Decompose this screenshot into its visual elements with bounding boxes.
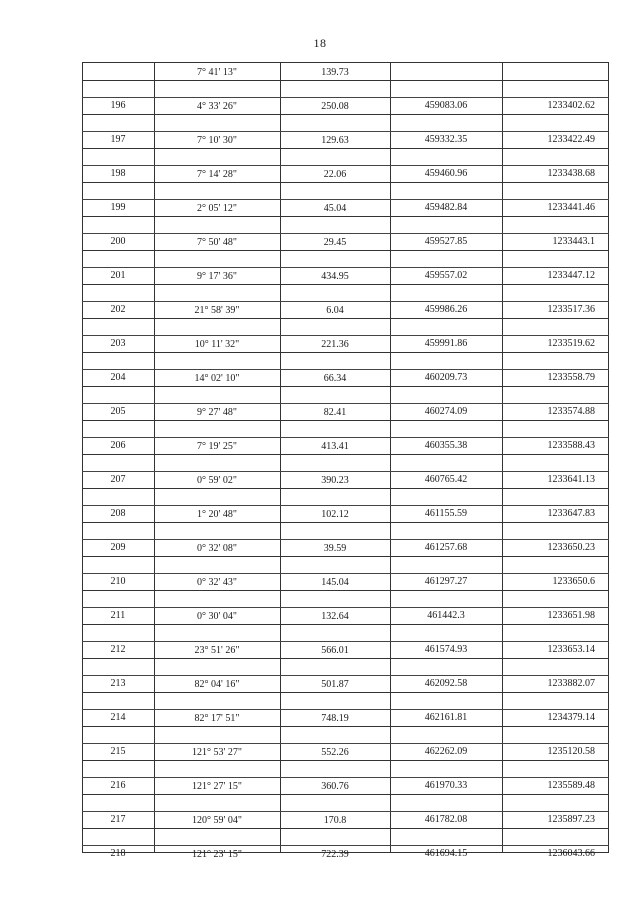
point-number-cell: 212 [110,644,126,655]
row-separator [82,828,609,829]
table-row [82,420,609,454]
row-half-separator [82,437,609,438]
easting-cell: 1235589.48 [547,780,595,791]
point-number-cell: 202 [110,304,126,315]
row-half-separator [82,165,609,166]
row-half-separator [82,403,609,404]
distance-cell: 434.95 [321,271,349,282]
distance-cell: 170.8 [323,815,347,826]
point-number-cell: 216 [110,780,126,791]
table-row [82,318,609,352]
northing-cell: 462262.09 [424,746,468,757]
distance-cell: 139.73 [321,67,349,78]
easting-cell: 1233443.1 [552,236,595,247]
northing-cell: 459482.84 [424,202,468,213]
row-half-separator [82,811,609,812]
table-row [82,692,609,726]
point-number-cell: 215 [110,746,126,757]
easting-cell: 1234379.14 [547,712,595,723]
easting-cell: 1233517.36 [547,304,595,315]
easting-cell: 1233588.43 [547,440,595,451]
bearing-cell: 7° 14' 28" [197,169,237,180]
table-row [82,522,609,556]
northing-cell: 460355.38 [424,440,468,451]
easting-cell: 1233574.88 [547,406,595,417]
northing-cell: 460274.09 [424,406,468,417]
bearing-cell: 4° 33' 26" [197,101,237,112]
row-half-separator [82,641,609,642]
northing-cell: 461442.3 [427,610,465,621]
easting-cell: 1233651.98 [547,610,595,621]
distance-cell: 748.19 [321,713,349,724]
row-half-separator [82,301,609,302]
point-number-cell: 214 [110,712,126,723]
northing-cell: 459991.86 [424,338,468,349]
easting-cell: 1233882.07 [547,678,595,689]
point-number-cell: 209 [110,542,126,553]
distance-cell: 132.64 [321,611,349,622]
table-row [82,726,609,760]
row-separator [82,522,609,523]
table-row [82,454,609,488]
bearing-cell: 10° 11' 32" [194,339,240,350]
distance-cell: 722.39 [321,849,349,860]
row-separator [82,386,609,387]
bearing-cell: 21° 58' 39" [194,305,240,316]
distance-cell: 501.87 [321,679,349,690]
table-row [82,794,609,828]
row-separator [82,420,609,421]
point-number-cell: 208 [110,508,126,519]
table-row [82,284,609,318]
northing-cell: 460209.73 [424,372,468,383]
table-row [82,250,609,284]
point-number-cell: 200 [110,236,126,247]
distance-cell: 221.36 [321,339,349,350]
row-half-separator [82,505,609,506]
distance-cell: 22.06 [323,169,347,180]
row-separator [82,556,609,557]
bearing-cell: 121° 53' 27" [192,747,242,758]
row-separator [82,454,609,455]
easting-cell: 1233447.12 [547,270,595,281]
easting-cell: 1233402.62 [547,100,595,111]
easting-cell: 1236043.66 [547,848,595,859]
northing-cell: 462092.58 [424,678,468,689]
distance-cell: 82.41 [323,407,347,418]
table-row [82,182,609,216]
point-number-cell: 213 [110,678,126,689]
easting-cell: 1233650.23 [547,542,595,553]
northing-cell: 461782.08 [424,814,468,825]
point-number-cell: 218 [110,848,126,859]
row-separator [82,352,609,353]
bearing-cell: 7° 41' 13" [197,67,237,78]
row-half-separator [82,267,609,268]
table-row [82,828,609,862]
northing-cell: 461694.15 [424,848,468,859]
bearing-cell: 121° 23' 15" [192,849,242,860]
northing-cell: 459460.96 [424,168,468,179]
point-number-cell: 217 [110,814,126,825]
easting-cell: 1233438.68 [547,168,595,179]
table-row [82,114,609,148]
northing-cell: 461970.33 [424,780,468,791]
easting-cell: 1233653.14 [547,644,595,655]
distance-cell: 129.63 [321,135,349,146]
point-number-cell: 201 [110,270,126,281]
point-number-cell: 199 [110,202,126,213]
point-number-cell: 207 [110,474,126,485]
distance-cell: 6.04 [326,305,344,316]
bearing-cell: 82° 17' 51" [194,713,240,724]
page-number: 18 [313,36,327,50]
row-separator [82,624,609,625]
row-separator [82,488,609,489]
row-separator [82,182,609,183]
easting-cell: 1233647.83 [547,508,595,519]
row-half-separator [82,131,609,132]
row-half-separator [82,675,609,676]
row-separator [82,114,609,115]
distance-cell: 566.01 [321,645,349,656]
point-number-cell: 203 [110,338,126,349]
bearing-cell: 0° 30' 04" [197,611,237,622]
bearing-cell: 23° 51' 26" [194,645,240,656]
row-separator [82,250,609,251]
table-row [82,624,609,658]
row-half-separator [82,97,609,98]
distance-cell: 145.04 [321,577,349,588]
row-half-separator [82,607,609,608]
bearing-cell: 9° 27' 48" [197,407,237,418]
row-separator [82,692,609,693]
northing-cell: 461155.59 [424,508,468,519]
distance-cell: 66.34 [323,373,347,384]
row-separator [82,658,609,659]
bearing-cell: 9° 17' 36" [197,271,237,282]
bearing-cell: 7° 50' 48" [197,237,237,248]
row-separator [82,318,609,319]
table-row [82,556,609,590]
bearing-cell: 0° 59' 02" [197,475,237,486]
point-number-cell: 196 [110,100,126,111]
point-number-cell: 197 [110,134,126,145]
row-separator [82,216,609,217]
distance-cell: 552.26 [321,747,349,758]
table-row [82,80,609,114]
bearing-cell: 0° 32' 08" [197,543,237,554]
row-half-separator [82,709,609,710]
distance-cell: 29.45 [323,237,347,248]
distance-cell: 413.41 [321,441,349,452]
bearing-cell: 14° 02' 10" [194,373,240,384]
bearing-cell: 82° 04' 16" [194,679,240,690]
point-number-cell: 206 [110,440,126,451]
bearing-cell: 120° 59' 04" [192,815,242,826]
easting-cell: 1235120.58 [547,746,595,757]
table-row [82,386,609,420]
northing-cell: 462161.81 [424,712,468,723]
easting-cell: 1233558.79 [547,372,595,383]
distance-cell: 390.23 [321,475,349,486]
easting-cell: 1233441.46 [547,202,595,213]
northing-cell: 460765.42 [424,474,468,485]
bearing-cell: 0° 32' 43" [197,577,237,588]
table-row [82,148,609,182]
bearing-cell: 2° 05' 12" [197,203,237,214]
easting-cell: 1233641.13 [547,474,595,485]
bearing-cell: 7° 19' 25" [197,441,237,452]
easting-cell: 1233519.62 [547,338,595,349]
bearing-cell: 121° 27' 15" [192,781,242,792]
row-half-separator [82,743,609,744]
table-row [82,352,609,386]
row-separator [82,284,609,285]
northing-cell: 459527.85 [424,236,468,247]
distance-cell: 102.12 [321,509,349,520]
easting-cell: 1235897.23 [547,814,595,825]
row-separator [82,148,609,149]
row-half-separator [82,471,609,472]
northing-cell: 461257.68 [424,542,468,553]
northing-cell: 459986.26 [424,304,468,315]
table-row [82,760,609,794]
table-row [82,488,609,522]
row-half-separator [82,573,609,574]
northing-cell: 461297.27 [424,576,468,587]
northing-cell: 459557.02 [424,270,468,281]
survey-coordinates-table [82,62,609,860]
distance-cell: 250.08 [321,101,349,112]
distance-cell: 360.76 [321,781,349,792]
row-half-separator [82,777,609,778]
row-half-separator [82,369,609,370]
point-number-cell: 205 [110,406,126,417]
point-number-cell: 211 [110,610,126,621]
distance-cell: 45.04 [323,203,347,214]
row-separator [82,726,609,727]
bearing-cell: 7° 10' 30" [197,135,237,146]
row-separator [82,80,609,81]
distance-cell: 39.59 [323,543,347,554]
row-half-separator [82,233,609,234]
row-half-separator [82,539,609,540]
table-row [82,216,609,250]
point-number-cell: 210 [110,576,126,587]
point-number-cell: 204 [110,372,126,383]
row-half-separator [82,335,609,336]
northing-cell: 459083.06 [424,100,468,111]
row-separator [82,794,609,795]
northing-cell: 461574.93 [424,644,468,655]
row-half-separator [82,199,609,200]
table-row [82,590,609,624]
easting-cell: 1233650.6 [552,576,595,587]
northing-cell: 459332.35 [424,134,468,145]
bearing-cell: 1° 20' 48" [197,509,237,520]
table-row [82,658,609,692]
row-half-separator [82,845,609,846]
point-number-cell: 198 [110,168,126,179]
row-separator [82,760,609,761]
first-course-row [82,63,609,80]
row-separator [82,590,609,591]
easting-cell: 1233422.49 [547,134,595,145]
